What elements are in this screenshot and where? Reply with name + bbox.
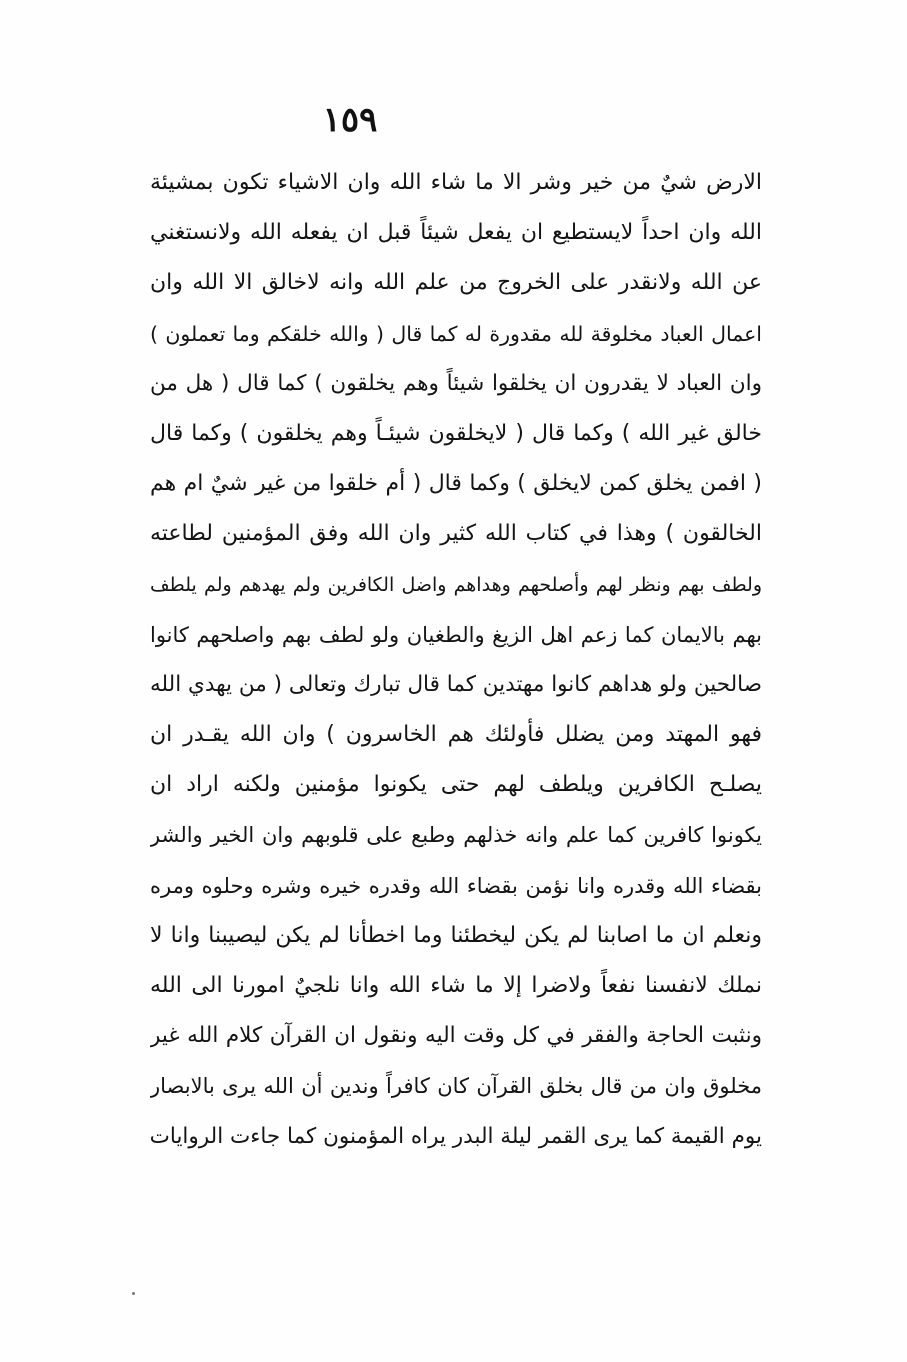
- text-line: يكونوا كافرين كما علم وانه خذلهم وطبع على قلوبهم وان الخير والشر: [150, 823, 762, 848]
- text-line: يصلـح الكافرين ويلطف لهم حتى يكونوا مؤمنين ولكنه اراد ان: [150, 772, 762, 798]
- page-number: ١٥٩: [322, 100, 378, 140]
- text-line: صالحين ولو هداهم كانوا مهتدين كما قال تبارك وتعالى ( من يهدي الله: [150, 671, 762, 697]
- text-line: مخلوق وان من قال بخلق القرآن كان كافراً وندين أن الله يرى بالابصار: [150, 1074, 762, 1099]
- text-line: يوم القيمة كما يرى القمر ليلة البدر يراه المؤمنون كما جاءت الروايات: [150, 1123, 762, 1149]
- text-line: بهم بالايمان كما زعم اهل الزيغ والطغيان ولو لطف بهم واصلحهم كانوا: [150, 622, 762, 647]
- text-line: نملك لانفسنا نفعاً ولاضرا إلا ما شاء الله وانا نلجيٌ امورنا الى الله: [150, 973, 762, 998]
- text-line: عن الله ولانقدر على الخروج من علم الله وانه لاخالق الا الله وان: [150, 270, 762, 296]
- text-line: الله وان احداً لايستطيع ان يفعل شيئاً قبل ان يفعله الله ولانستغني: [150, 220, 762, 246]
- text-line: ونعلم ان ما اصابنا لم يكن ليخطئنا وما اخطأنا لم يكن ليصيبنا وانا لا: [150, 922, 762, 948]
- text-line: اعمال العباد مخلوقة لله مقدورة له كما قال ( والله خلقكم وما تعملون ): [150, 321, 762, 346]
- text-line: الارض شيٌ من خير وشر الا ما شاء الله وان الاشياء تكون بمشيئة: [150, 170, 762, 195]
- text-line: بقضاء الله وقدره وانا نؤمن بقضاء الله وقدره خيره وشره وحلوه ومره: [150, 873, 762, 898]
- text-line: ونثبت الحاجة والفقر في كل وقت اليه ونقول ان القرآن كلام الله غير: [150, 1023, 762, 1049]
- text-line: الخالقون ) وهذا في كتاب الله كثير وان الله وفق المؤمنين لطاعته: [150, 521, 762, 547]
- body-text: [150, 158, 762, 1162]
- text-line: فهو المهتد ومن يضلل فأولئك هم الخاسرون ) وان الله يقـدر ان: [150, 722, 762, 748]
- text-line: ولطف بهم ونظر لهم وأصلحهم وهداهم واضل الكافرين ولم يهدهم ولم يلطف: [150, 573, 762, 596]
- text-line: وان العباد لا يقدرون ان يخلقوا شيئاً وهم يخلقون ) كما قال ( هل من: [150, 370, 762, 396]
- text-line: خالق غير الله ) وكما قال ( لايخلقون شيئـاً وهم يخلقون ) وكما قال: [150, 420, 762, 446]
- text-line: ( افمن يخلق كمن لايخلق ) وكما قال ( أم خلقوا من غير شيٌ ام هم: [150, 471, 762, 497]
- paper-speck: [132, 1292, 135, 1295]
